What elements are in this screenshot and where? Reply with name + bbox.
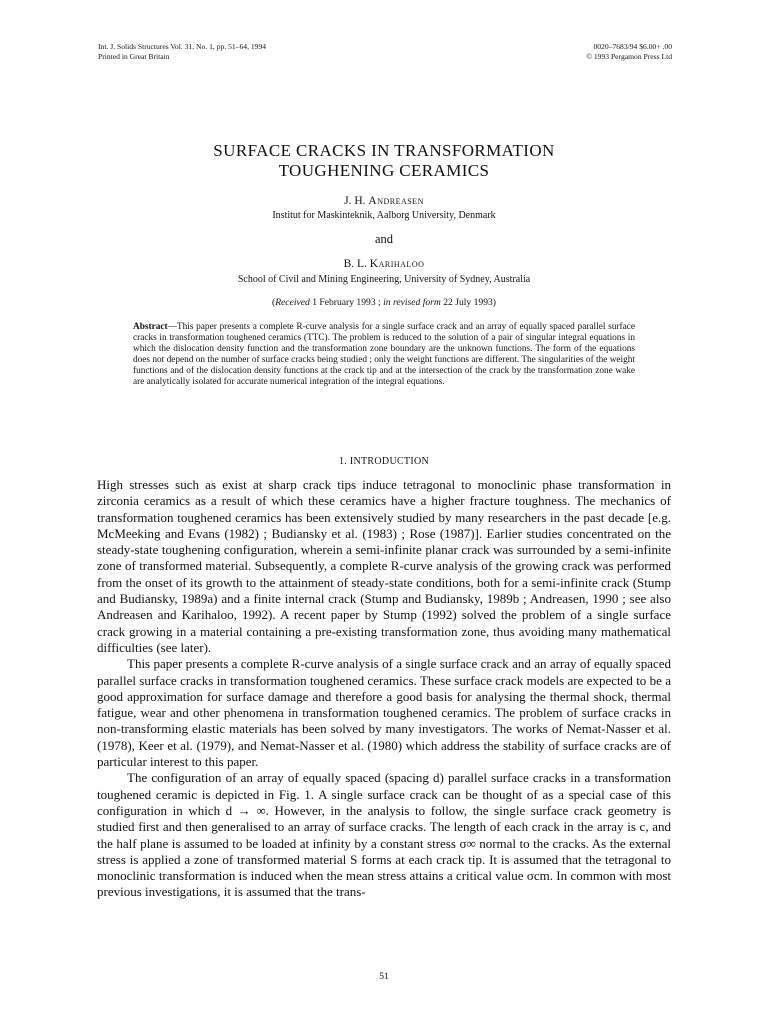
journal-header [98, 42, 266, 61]
body-text [97, 477, 671, 901]
and-separator: and [374, 232, 394, 246]
abstract-label: Abstract [133, 322, 168, 332]
copyright: © 1993 Pergamon Press Ltd [586, 51, 672, 61]
author-1: J. H. Andreasen [344, 195, 424, 207]
section-heading: 1. INTRODUCTION [338, 456, 430, 467]
paragraph: This paper presents a complete R-curve analysis of a single surface crack and an array of equally spaced parallel surface cracks in transformation toughened ceramics. These surface crack models are expected to be a good approximation for surface damage and therefore a good basis for analysing the thermal shock, thermal fatigue, wear and other phenomena in transformation toughened ceramics. The problem of surface cracks in non-transforming elastic materials has been solved by many investigators. The works of Nemat-Nasser et al. (1978), Keer et al. (1979), and Nemat-Nasser et al. (1980) which address the stability of surface cracks are of particular interest to this paper. [97, 656, 671, 770]
received-dates: (Received 1 February 1993 ; in revised form 22 July 1993) [271, 297, 496, 308]
author-2: B. L. Karihaloo [343, 258, 425, 270]
author-2-affiliation: School of Civil and Mining Engineering, University of Sydney, Australia [237, 274, 531, 285]
abstract-text: —This paper presents a complete R-curve analysis for a single surface crack and an array of equally spaced parallel surface cracks in transformation toughened ceramics (TTC). The problem is reduced to the solution of a pair of singular integral equations in which the dislocation density function and the transformation zone boundary are the unknown functions. The form of the equations does not depend on the number of surface cracks being studied ; only the weight functions are different. The singularities of the weight functions and of the dislocation density functions at the crack tip and at the intersection of the crack by the transformation zone wake are analytically isolated for accurate numerical integration of the integral equations. [133, 322, 635, 388]
publisher-header [586, 42, 672, 61]
abstract [133, 322, 635, 389]
paper-title: SURFACE CRACKS IN TRANSFORMATION TOUGHENING CERAMICS [213, 141, 555, 180]
issn-code: 0020–7683/94 $6.00+ .00 [593, 42, 672, 51]
paragraph: The configuration of an array of equally spaced (spacing d) parallel surface cracks in a transformation toughened ceramic is depicted in Fig. 1. A single surface crack can be thought of as a special case of this configuration in which d → ∞. However, in the analysis to follow, the single surface crack geometry is studied first and then generalised to an array of surface cracks. The length of each crack in the array is c, and the half plane is assumed to be loaded at infinity by a constant stress σ∞ normal to the cracks. As the external stress is applied a zone of transformed material S forms at each crack tip. It is assumed that the tetragonal to monoclinic transformation is induced when the mean stress attains a critical value σcm. In common with most previous investigations, it is assumed that the trans- [97, 770, 671, 900]
page-number: 51 [379, 972, 389, 982]
paragraph: High stresses such as exist at sharp crack tips induce tetragonal to monoclinic phase transformation in zirconia ceramics as a result of which these ceramics have a higher fracture toughness. The mechanics of transformation toughened ceramics has been extensively studied by many researchers in the past decade [e.g. McMeeking and Evans (1982) ; Budiansky et al. (1983) ; Rose (1987)]. Earlier studies concentrated on the steady-state toughening configuration, wherein a semi-infinite planar crack was surrounded by a semi-infinite zone of transformed material. Subsequently, a complete R-curve analysis of the growing crack was performed from the onset of its growth to the attainment of steady-state conditions, both for a semi-infinite crack (Stump and Budiansky, 1989a) and a finite internal crack (Stump and Budiansky, 1989b ; Andreasen, 1990 ; see also Andreasen and Karihaloo, 1992). A recent paper by Stump (1992) solved the problem of a single surface crack growing in a material containing a pre-existing transformation zone, thus avoiding many mathematical difficulties (see later). [97, 477, 671, 655]
printed-in: Printed in Great Britain [98, 51, 170, 61]
journal-citation: Int. J. Solids Structures Vol. 31, No. 1, pp. 51–64, 1994 [98, 42, 267, 51]
author-1-affiliation: Institut for Maskinteknik, Aalborg University, Denmark [272, 210, 496, 221]
